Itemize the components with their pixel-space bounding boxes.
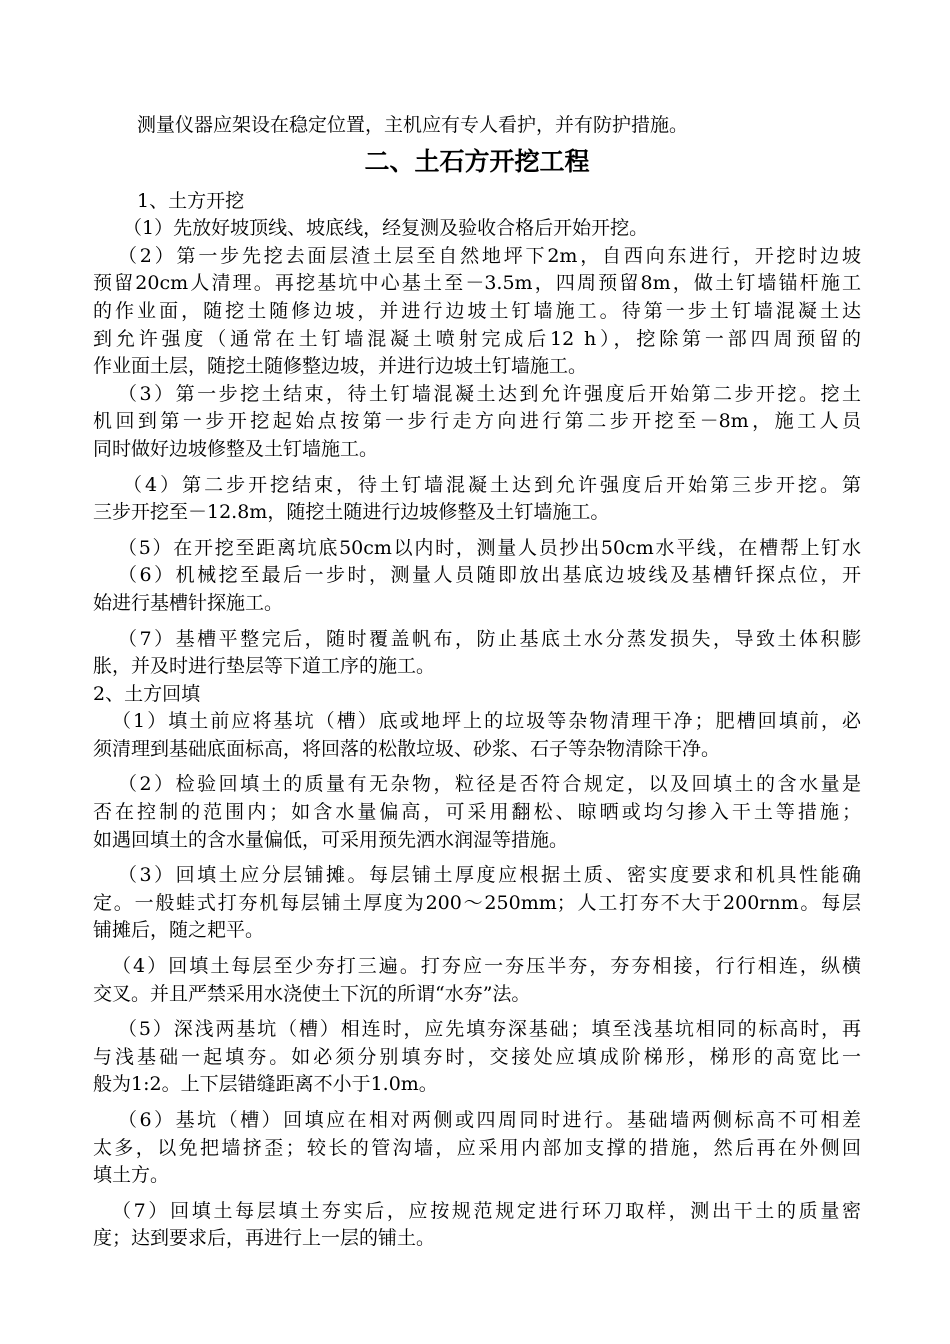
sub2-p2-line: 否在控制的范围内；如含水量偏高，可采用翻松、晾晒或均匀掺入干土等措施； — [93, 801, 861, 824]
sub2-p5-line: （5）深浅两基坑（槽）相连时，应先填夯深基础；填至浅基坑相同的标高时，再 — [118, 1018, 861, 1041]
sub2-p7-line: 度；达到要求后，再进行上一层的铺土。 — [93, 1227, 436, 1250]
sub1-p6-line: 始进行基槽针探施工。 — [93, 591, 284, 614]
sub1-p1-line: （1）先放好坡顶线、坡底线，经复测及验收合格后开始开挖。 — [123, 217, 649, 240]
sub2-p6-line: （6）基坑（槽）回填应在相对两侧或四周同时进行。基础墙两侧标高不可相差 — [118, 1109, 861, 1131]
spacer — [93, 527, 861, 535]
sub1-p4-line: （4）第二步开挖结束，待土钉墙混凝土达到允许强度后开始第三步开挖。第 — [123, 473, 861, 496]
sub2-p2-line: 如遇回填土的含水量偏低，可采用预先洒水润湿等措施。 — [93, 828, 569, 851]
sub1-p2-line: 预留20cm人清理。再挖基坑中心基土至－3.5m，四周预留8m，做土钉墙锚杆施工 — [93, 272, 861, 295]
spacer — [93, 945, 861, 953]
sub2-p1-line: （1）填土前应将基坑（槽）底或地坪上的垃圾等杂物清理干净；肥槽回填前，必 — [112, 710, 861, 733]
spacer — [93, 854, 861, 862]
sub2-p4-line: 交叉。并且严禁采用水浇使土下沉的所谓“水夯”法。 — [93, 982, 531, 1005]
sub1-p3-line: 同时做好边坡修整及土钉墙施工。 — [93, 437, 379, 460]
document-page — [93, 112, 861, 1253]
section-title: 二、土石方开挖工程 — [364, 146, 590, 176]
spacer — [93, 763, 861, 771]
sub1-p5-line: （5）在开挖至距离坑底50cm以内时，测量人员抄出50cm水平线，在槽帮上钉水 — [118, 536, 861, 559]
spacer — [93, 464, 861, 472]
sub1-p3-line: 机回到第一步开挖起始点按第一步行走方向进行第二步开挖至－8m，施工人员 — [93, 410, 861, 433]
sub2-p7-line: （7）回填土每层填土夯实后，应按规范规定进行环刀取样，测出干土的质量密 — [112, 1199, 861, 1222]
sub2-p3-line: （3）回填土应分层铺摊。每层铺土厚度应根据土质、密实度要求和机具性能确 — [118, 864, 861, 887]
sub2-p5-line: 般为1:2。上下层错缝距离不小于1.0m。 — [93, 1073, 438, 1096]
sub2-p5-line: 与浅基础一起填夯。如必须分别填夯时，交接处应填成阶梯形，梯形的高宽比一 — [93, 1045, 861, 1068]
sub1-p4-line: 三步开挖至－12.8m，随挖土随进行边坡修整及土钉墙施工。 — [93, 501, 610, 524]
sub2-p4-line: （4）回填土每层至少夯打三遍。打夯应一夯压半夯，夯夯相接，行行相连，纵横 — [112, 955, 861, 978]
sub1-p2-line: （2）第一步先挖去面层渣土层至自然地坪下2m，自西向东进行，开挖时边坡 — [118, 244, 861, 267]
sub2-p1-line: 须清理到基础底面标高，将回落的松散垃圾、砂浆、石子等杂物清除干净。 — [93, 737, 721, 760]
sub2-p6-line: 太多，以免把墙挤歪；较长的管沟墙，应采用内部加支撑的措施，然后再在外侧回 — [93, 1136, 861, 1159]
spacer — [93, 618, 861, 626]
spacer — [93, 1190, 861, 1198]
sub1-p2-line: 作业面土层，随挖土随修整边坡，并进行边坡土钉墙施工。 — [93, 355, 588, 378]
sub1-p2-line: 的作业面，随挖土随修边坡，并进行边坡土钉墙施工。待第一步土钉墙混凝土达 — [93, 299, 861, 322]
sub1-p6-line: （6）机械挖至最后一步时，测量人员随即放出基底边坡线及基槽钎探点位，开 — [118, 564, 861, 587]
intro-line: 测量仪器应架设在稳定位置，主机应有专人看护，并有防护措施。 — [137, 114, 689, 136]
sub1-heading: 1、土方开挖 — [137, 189, 245, 212]
sub1-p7-line: （7）基槽平整完后，随时覆盖帆布，防止基底土水分蒸发损失，导致土体积膨 — [118, 627, 861, 650]
sub1-p7-line: 胀，并及时进行垫层等下道工序的施工。 — [93, 655, 436, 678]
sub2-p2-line: （2）检验回填土的质量有无杂物，粒径是否符合规定，以及回填土的含水量是 — [118, 773, 861, 796]
sub1-p3-line: （3）第一步挖土结束，待土钉墙混凝土达到允许强度后开始第二步开挖。挖土 — [118, 382, 861, 405]
sub2-p6-line: 填土方。 — [93, 1164, 170, 1187]
sub2-p3-line: 定。一般蛙式打夯机每层铺土厚度为200～250mm；人工打夯不大于200rnm。每层 — [93, 891, 861, 914]
spacer — [93, 1099, 861, 1107]
sub2-p3-line: 铺摊后，随之耙平。 — [93, 919, 265, 942]
spacer — [93, 1008, 861, 1016]
sub2-heading: 2、土方回填 — [93, 682, 201, 705]
sub1-p2-line: 到允许强度（通常在土钉墙混凝土喷射完成后12 h），挖除第一部四周预留的 — [93, 327, 861, 350]
